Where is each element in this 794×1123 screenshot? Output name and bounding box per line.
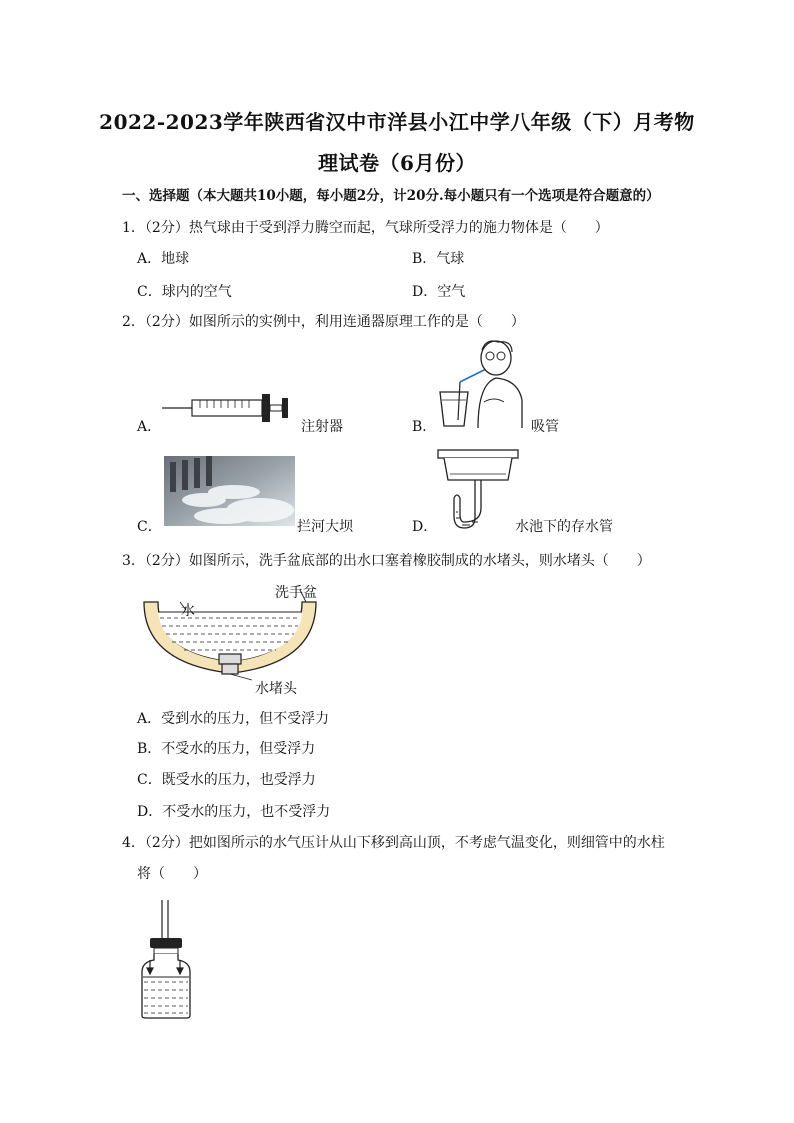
q2-caption-c: 拦河大坝 <box>297 519 353 535</box>
q2-label-c: C． <box>137 519 162 535</box>
q1-option-d: D．空气 <box>412 284 466 300</box>
section-heading: 一、选择题（本大题共10小题，每小题2分，计20分.每小题只有一个选项是符合题意的） <box>122 188 660 204</box>
question-1-stem: 1．（2分）热气球由于受到浮力腾空而起，气球所受浮力的施力物体是（ ） <box>122 220 609 236</box>
question-2-stem: 2．（2分）如图所示的实例中，利用连通器原理工作的是（ ） <box>122 314 525 330</box>
q2-label-a: A． <box>137 419 162 435</box>
q3-option-d: D．不受水的压力，也不受浮力 <box>137 804 331 820</box>
q3-option-b: B．不受水的压力，但受浮力 <box>137 741 316 757</box>
q1-option-b: B．气球 <box>412 251 465 267</box>
q3-option-a: A．受到水的压力，但不受浮力 <box>137 711 330 727</box>
question-4-stem-line2: 将（ ） <box>137 866 207 882</box>
plug-label: 水堵头 <box>255 681 297 697</box>
question-4-stem-line1: 4．（2分）把如图所示的水气压计从山下移到高山顶，不考虑气温变化，则细管中的水柱 <box>122 835 665 851</box>
q1-option-a: A．地球 <box>137 251 190 267</box>
q2-caption-d: 水池下的存水管 <box>515 519 613 535</box>
q1-option-c: C．球内的空气 <box>137 284 232 300</box>
water-barometer-figure <box>140 898 196 1020</box>
q2-label-d: D． <box>412 519 438 535</box>
paper-title-line2: 理试卷（6月份） <box>318 151 476 175</box>
syringe-figure <box>158 388 308 428</box>
q2-caption-a: 注射器 <box>301 419 343 435</box>
sink-trap-figure <box>434 446 524 532</box>
straw-drinking-figure <box>434 340 534 430</box>
dam-photo <box>164 456 295 526</box>
q2-caption-b: 吸管 <box>531 419 559 435</box>
water-label: 水 <box>181 603 195 619</box>
q3-option-c: C．既受水的压力，也受浮力 <box>137 772 316 788</box>
q2-label-b: B． <box>412 419 437 435</box>
basin-label: 洗手盆 <box>275 585 317 601</box>
question-3-stem: 3．（2分）如图所示，洗手盆底部的出水口塞着橡胶制成的水堵头，则水堵头（ ） <box>122 553 651 569</box>
paper-title-line1: 2022-2023学年陕西省汉中市洋县小江中学八年级（下）月考物 <box>99 110 695 134</box>
